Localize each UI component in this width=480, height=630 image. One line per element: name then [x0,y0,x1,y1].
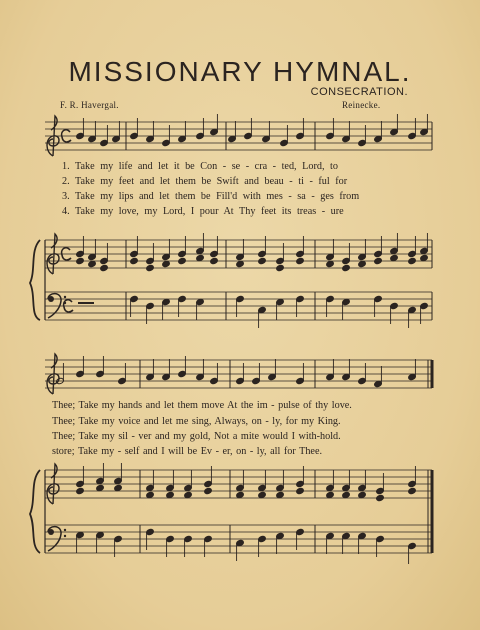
notehead [258,491,267,498]
bass-clef-dot [64,529,66,531]
notehead [326,260,335,267]
notehead [258,257,267,264]
notehead [358,491,367,498]
notehead [96,484,105,491]
notehead [114,484,123,491]
notehead [100,264,109,271]
notehead [296,487,305,494]
notehead [358,260,367,267]
notehead [276,264,285,271]
notehead [408,257,417,264]
notehead [76,257,85,264]
notehead [146,491,155,498]
brace-icon [30,240,40,320]
bass-clef-dot [64,535,66,537]
composer-credit: Reinecke. [342,100,381,110]
lyric-line: 1. Take my life and let it be Con - se - cra - ted, Lord, to [62,161,338,172]
notehead [184,491,193,498]
lyric-line: 3. Take my lips and let them be Fill'd with mes - sa - ges from [62,191,360,202]
notehead [408,487,417,494]
notehead [166,491,175,498]
notehead [178,257,187,264]
notehead [376,494,385,501]
author-credit: F. R. Havergal. [60,100,119,110]
notehead [146,264,155,271]
notehead [236,491,245,498]
lyric-line: 4. Take my love, my Lord, I pour At Thy feet its treas - ure [62,206,344,217]
whole-rest [78,302,94,304]
notehead [326,491,335,498]
notehead [390,254,399,261]
notehead [130,257,139,264]
lyric-line: store; Take my - self and I will be Ev - er, on - ly, all for Thee. [52,446,323,457]
notehead [76,487,85,494]
notehead [342,491,351,498]
notehead [374,257,383,264]
notehead [204,487,213,494]
hymn-title: MISSIONARY HYMNAL. [68,56,412,87]
notehead [342,264,351,271]
notehead [162,260,171,267]
notehead [210,257,219,264]
notehead [236,260,245,267]
notehead [420,254,429,261]
notehead [276,491,285,498]
notehead [88,260,97,267]
notehead [196,254,205,261]
lyric-line: Thee; Take my sil - ver and my gold, Not a mite would I with-hold. [52,431,341,442]
lyric-line: 2. Take my feet and let them be Swift and beau - ti - ful for [62,176,348,187]
notehead [296,257,305,264]
tune-name: CONSECRATION. [310,86,408,98]
bass-clef-dot [64,296,66,298]
brace-icon [30,470,40,553]
lyric-line: Thee; Take my hands and let them move At the im - pulse of thy love. [52,400,352,411]
lyric-line: Thee; Take my voice and let me sing, Always, on - ly, for my King. [52,416,341,427]
